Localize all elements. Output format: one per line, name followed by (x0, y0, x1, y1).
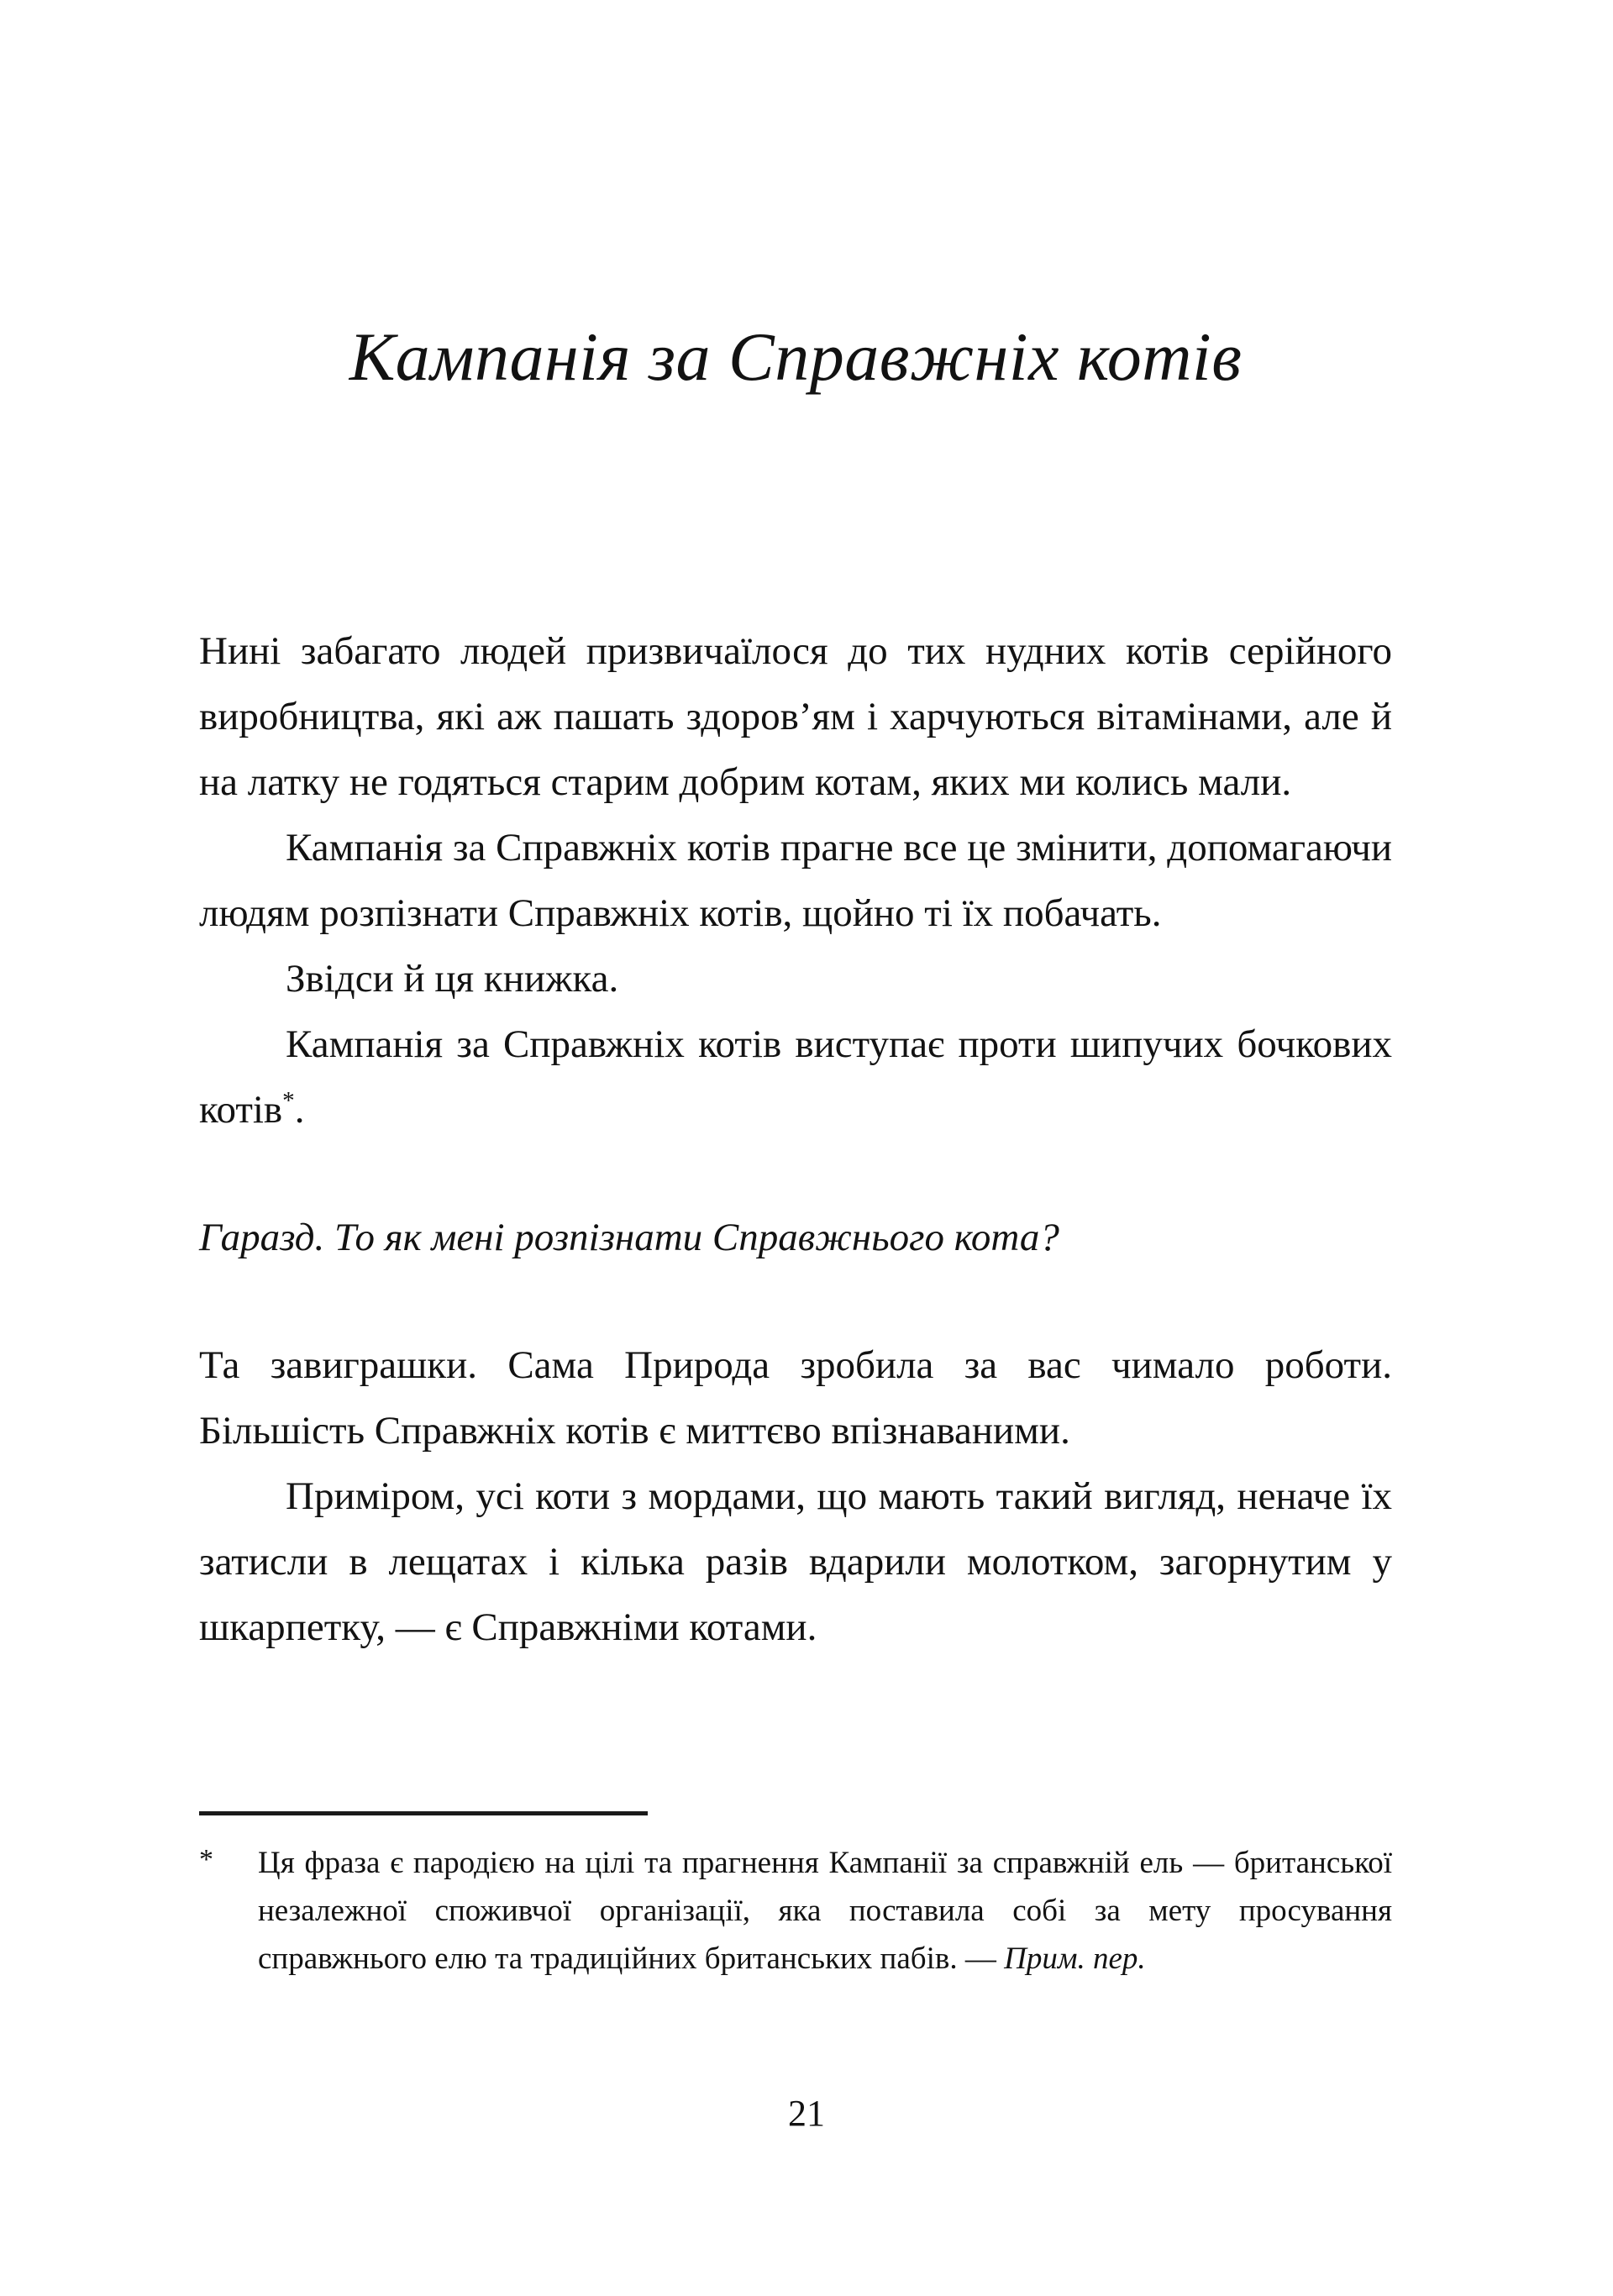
paragraph-3: Звідси й ця книжка. (286, 957, 619, 1001)
paragraph-5: Та завиграшки. Сама Природа зробила за вас чимало роботи. Більшість Справжніх котів є миттєво впізнаваними. (199, 1343, 1392, 1453)
paragraph-4-text-tail: . (294, 1088, 305, 1132)
question-line: Гаразд. То як мені розпізнати Справжнього кота? (199, 1216, 1059, 1259)
footnote-reference-marker[interactable]: * (282, 1087, 295, 1115)
page-number: 21 (788, 2093, 825, 2134)
paragraph-4 (199, 1011, 1392, 1143)
paragraph-4-text: Кампанія за Справжніх котів виступає проти шипучих бочкових котів (199, 1022, 1392, 1132)
spacer-before-question (199, 1143, 1392, 1205)
footnote-source: Прим. пер. (1004, 1941, 1146, 1976)
footnote-area (199, 1811, 1392, 1983)
footnote-separator-rule (199, 1811, 648, 1815)
footnote-marker: * (199, 1844, 213, 1875)
footnote (199, 1839, 1392, 1983)
paragraph-2: Кампанія за Справжніх котів прагне все це змінити, допомагаючи людям розпізнати Справжніх котів, щойно ті їх побачать. (199, 826, 1392, 935)
page-title: Кампанія за Справжніх котів (349, 318, 1243, 395)
body-text-block (199, 618, 1392, 1660)
paragraph-1: Нині забагато людей призвичаїлося до тих нудних котів серійного виробництва, які аж пашать здоров’ям і харчуються вітамінами, але й на латку не годяться старим добрим котам, яких ми колись мали. (199, 629, 1392, 804)
footnote-text: Ця фраза є пародією на цілі та прагнення Кампанії за справжній ель — британської незалежної споживчої організації, яка поставила собі за мету просування справжнього елю та традиційних британських пабів. — (258, 1846, 1392, 1976)
spacer-after-question (199, 1270, 1392, 1332)
paragraph-6: Приміром, усі коти з мордами, що мають такий вигляд, неначе їх затисли в лещатах і кілька разів вдарили молотком, загорнутим у шкарпетку, — є Справжніми котами. (199, 1474, 1392, 1649)
